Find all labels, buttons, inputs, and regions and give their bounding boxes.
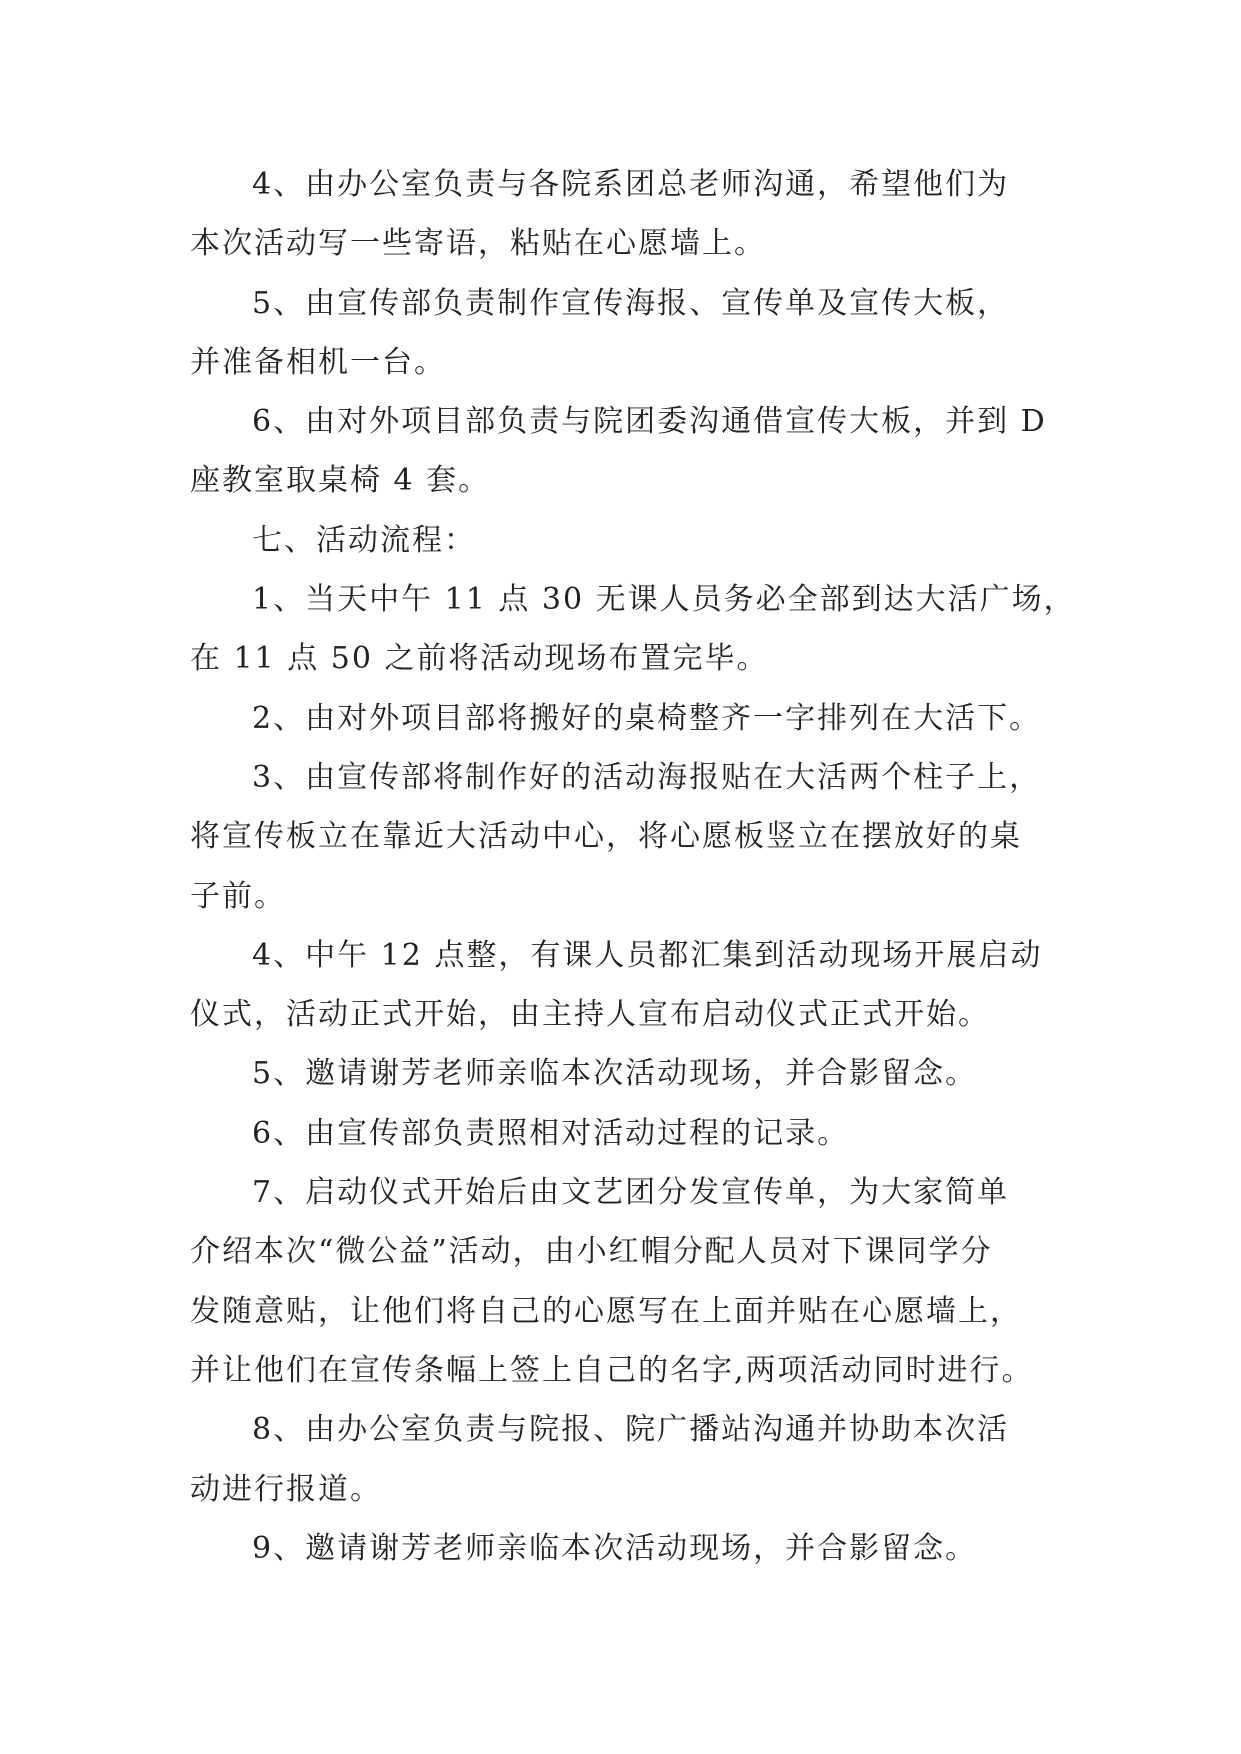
text-line: 动进行报道。	[190, 1471, 382, 1507]
text-line: 并让他们在宣传条幅上签上自己的名字,两项活动同时进行。	[190, 1352, 1034, 1388]
text-line: 4、中午 12 点整，有课人员都汇集到活动现场开展启动	[252, 937, 1043, 973]
text-line: 9、邀请谢芳老师亲临本次活动现场，并合影留念。	[252, 1530, 978, 1566]
text-line: 子前。	[190, 878, 286, 914]
document-body	[190, 155, 1076, 1578]
text-line: 6、由宣传部负责照相对活动过程的记录。	[252, 1115, 850, 1151]
text-line: 4、由办公室负责与各院系团总老师沟通，希望他们为	[252, 167, 1010, 202]
text-line: 5、由宣传部负责制作宣传海报、宣传单及宣传大板，	[252, 285, 1010, 321]
text-line: 8、由办公室负责与院报、院广播站沟通并协助本次活	[252, 1412, 1010, 1448]
text-line: 1、当天中午 11 点 30 无课人员务必全部到达大活广场，	[252, 582, 1076, 618]
text-line: 3、由宣传部将制作好的活动海报贴在大活两个柱子上，	[252, 759, 1042, 795]
text-line: 7、启动仪式开始后由文艺团分发宣传单，为大家简单	[252, 1175, 1010, 1211]
section-heading: 七、活动流程：	[252, 522, 476, 558]
text-line: 6、由对外项目部负责与院团委沟通借宣传大板，并到 D	[252, 404, 1047, 440]
text-line: 2、由对外项目部将搬好的桌椅整齐一字排列在大活下。	[252, 700, 1042, 736]
text-line: 并准备相机一台。	[190, 344, 446, 380]
text-line: 仪式，活动正式开始，由主持人宣布启动仪式正式开始。	[190, 997, 990, 1033]
text-line: 5、邀请谢芳老师亲临本次活动现场，并合影留念。	[252, 1056, 978, 1092]
text-line: 在 11 点 50 之前将活动现场布置完毕。	[190, 641, 769, 677]
text-line: 将宣传板立在靠近大活动中心，将心愿板竖立在摆放好的桌	[190, 819, 1022, 855]
text-line: 本次活动写一些寄语，粘贴在心愿墙上。	[190, 226, 766, 262]
text-line: 座教室取桌椅 4 套。	[190, 463, 491, 499]
text-line: 介绍本次“微公益”活动，由小红帽分配人员对下课同学分	[190, 1234, 993, 1270]
text-line: 发随意贴，让他们将自己的心愿写在上面并贴在心愿墙上，	[190, 1293, 1022, 1329]
